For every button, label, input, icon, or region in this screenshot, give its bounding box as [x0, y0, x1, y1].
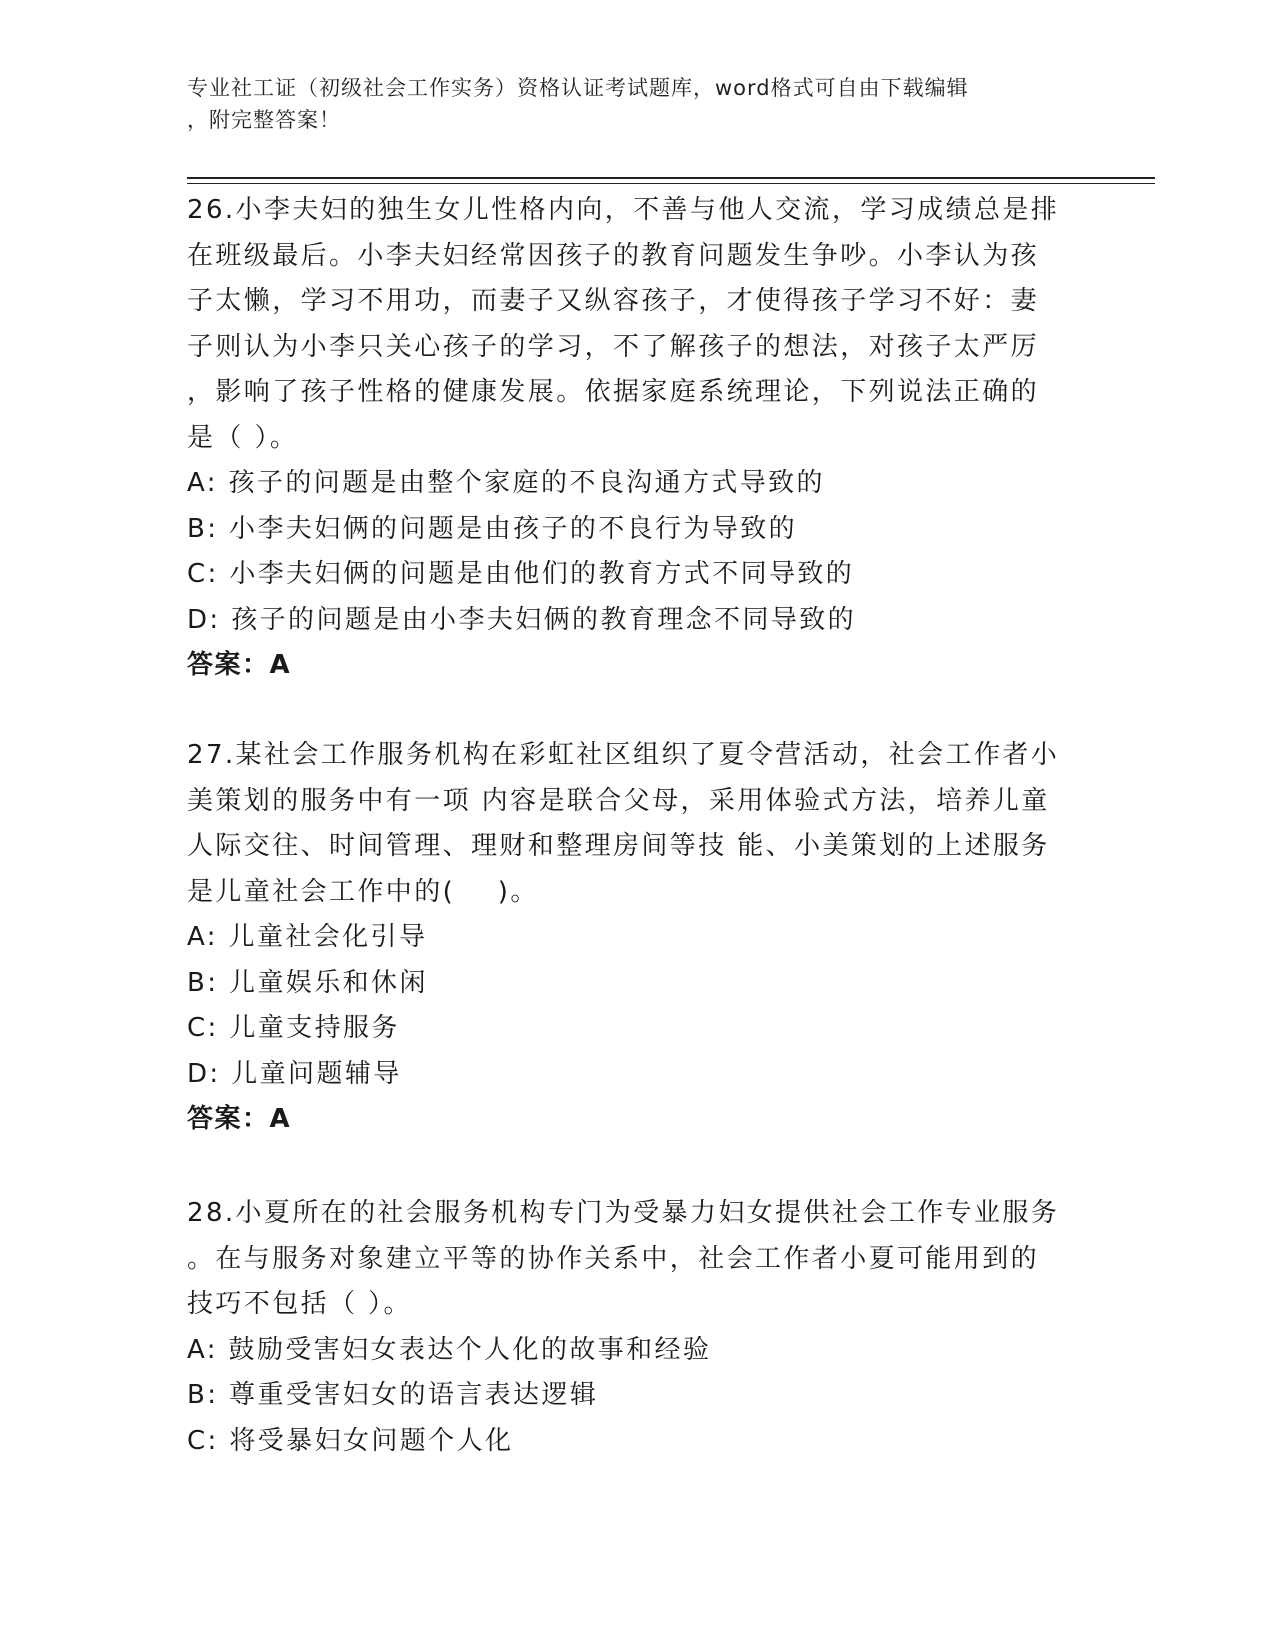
answer-label: 答案：A [187, 650, 292, 680]
option-a: A: 孩子的问题是由整个家庭的不良沟通方式导致的 [187, 468, 825, 498]
option-d: D: 儿童问题辅导 [187, 1058, 402, 1089]
answer-label: 答案：A [187, 1104, 292, 1134]
question-stem-line: 。在与服务对象建立平等的协作关系中，社会工作者小夏可能用到的 [187, 1243, 1040, 1274]
option-b: B: 尊重受害妇女的语言表达逻辑 [187, 1380, 599, 1410]
option-a: A: 鼓励受害妇女表达个人化的故事和经验 [187, 1334, 712, 1365]
header-line-2: ，附完整答案！ [187, 108, 341, 132]
question-28 [187, 1191, 1087, 1464]
option-c: C: 小李夫妇俩的问题是由他们的教育方式不同导致的 [187, 559, 855, 589]
question-stem-line: 子太懒，学习不用功，而妻子又纵容孩子，才使得孩子学习不好：妻 [187, 286, 1040, 316]
question-stem-line: 人际交往、时间管理、理财和整理房间等技 能、小美策划的上述服务 [187, 831, 1050, 861]
header-divider-thin [187, 183, 1155, 184]
option-b: B: 儿童娱乐和休闲 [187, 967, 428, 998]
page-header [187, 72, 1067, 136]
question-stem-line: 27.某社会工作服务机构在彩虹社区组织了夏令营活动，社会工作者小 [187, 740, 1060, 770]
question-26 [187, 188, 1087, 689]
option-b: B: 小李夫妇俩的问题是由孩子的不良行为导致的 [187, 513, 798, 544]
question-stem-line: 技巧不包括（ ）。 [187, 1289, 412, 1319]
header-divider [187, 177, 1155, 179]
option-d: D: 孩子的问题是由小李夫妇俩的教育理念不同导致的 [187, 604, 857, 635]
question-stem-line: 是儿童社会工作中的( )。 [187, 876, 539, 907]
question-stem-line: 美策划的服务中有一项 内容是联合父母，采用体验式方法，培养儿童 [187, 785, 1050, 816]
question-stem-line: 子则认为小李只关心孩子的学习，不了解孩子的想法，对孩子太严厉 [187, 331, 1040, 362]
question-stem-line: 26.小李夫妇的独生女儿性格内向，不善与他人交流，学习成绩总是排 [187, 195, 1060, 225]
question-stem-line: ，影响了孩子性格的健康发展。依据家庭系统理论，下列说法正确的 [187, 377, 1040, 407]
question-stem-line: 28.小夏所在的社会服务机构专门为受暴力妇女提供社会工作专业服务 [187, 1198, 1060, 1228]
option-a: A: 儿童社会化引导 [187, 922, 428, 952]
question-stem-line: 是（ ）。 [187, 422, 299, 453]
question-stem-line: 在班级最后。小李夫妇经常因孩子的教育问题发生争吵。小李认为孩 [187, 240, 1040, 271]
question-27 [187, 733, 1087, 1143]
header-line-1: 专业社工证（初级社会工作实务）资格认证考试题库，word格式可自由下载编辑 [187, 76, 969, 100]
option-c: C: 儿童支持服务 [187, 1013, 400, 1043]
option-c: C: 将受暴妇女问题个人化 [187, 1425, 514, 1456]
